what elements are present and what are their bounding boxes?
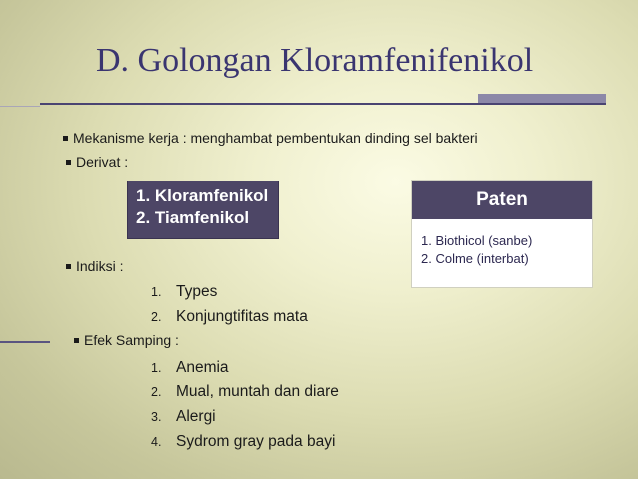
bullet-derivat: [66, 154, 128, 170]
square-bullet-icon: [66, 264, 71, 269]
efek-label: Efek Samping :: [84, 332, 179, 348]
item-text: Sydrom gray pada bayi: [176, 433, 336, 450]
item-number: 4.: [151, 435, 162, 449]
item-number: 1.: [151, 361, 162, 375]
indiksi-item: [151, 308, 308, 326]
paten-item: 2. Colme (interbat): [421, 251, 529, 266]
square-bullet-icon: [66, 160, 71, 165]
derivat-label: Derivat :: [76, 154, 129, 170]
square-bullet-icon: [74, 338, 79, 343]
efek-item: [151, 359, 229, 377]
paten-header: Paten: [412, 181, 592, 219]
indiksi-label: Indiksi :: [76, 258, 124, 274]
item-number: 2.: [151, 385, 162, 399]
item-text: Konjungtifitas mata: [176, 308, 308, 325]
bullet-efek-samping: [74, 332, 179, 348]
bullet-indiksi: [66, 258, 123, 274]
derivat-item: 2. Tiamfenikol: [136, 208, 250, 227]
item-number: 2.: [151, 310, 162, 324]
square-bullet-icon: [63, 136, 68, 141]
derivat-item: 1. Kloramfenikol: [136, 186, 269, 205]
slide-title: D. Golongan Kloramfenifenikol: [96, 42, 534, 79]
indiksi-item: [151, 283, 217, 301]
paten-item: 1. Biothicol (sanbe): [421, 233, 533, 248]
side-accent-line: [0, 341, 50, 343]
item-text: Alergi: [176, 408, 216, 425]
mekanisme-text: Mekanisme kerja : menghambat pembentukan dinding sel bakteri: [73, 130, 478, 146]
title-divider-left: [0, 106, 40, 107]
item-text: Types: [176, 283, 218, 300]
title-accent-bar: [478, 94, 606, 103]
item-number: 1.: [151, 285, 162, 299]
efek-item: [151, 433, 335, 451]
title-divider: [40, 103, 606, 105]
derivat-box: [127, 181, 279, 239]
item-text: Anemia: [176, 359, 229, 376]
item-number: 3.: [151, 410, 162, 424]
paten-table: [411, 180, 593, 288]
efek-item: [151, 383, 339, 401]
item-text: Mual, muntah dan diare: [176, 383, 339, 400]
paten-list: [412, 219, 592, 268]
bullet-mekanisme: [63, 130, 478, 146]
efek-item: [151, 408, 216, 426]
